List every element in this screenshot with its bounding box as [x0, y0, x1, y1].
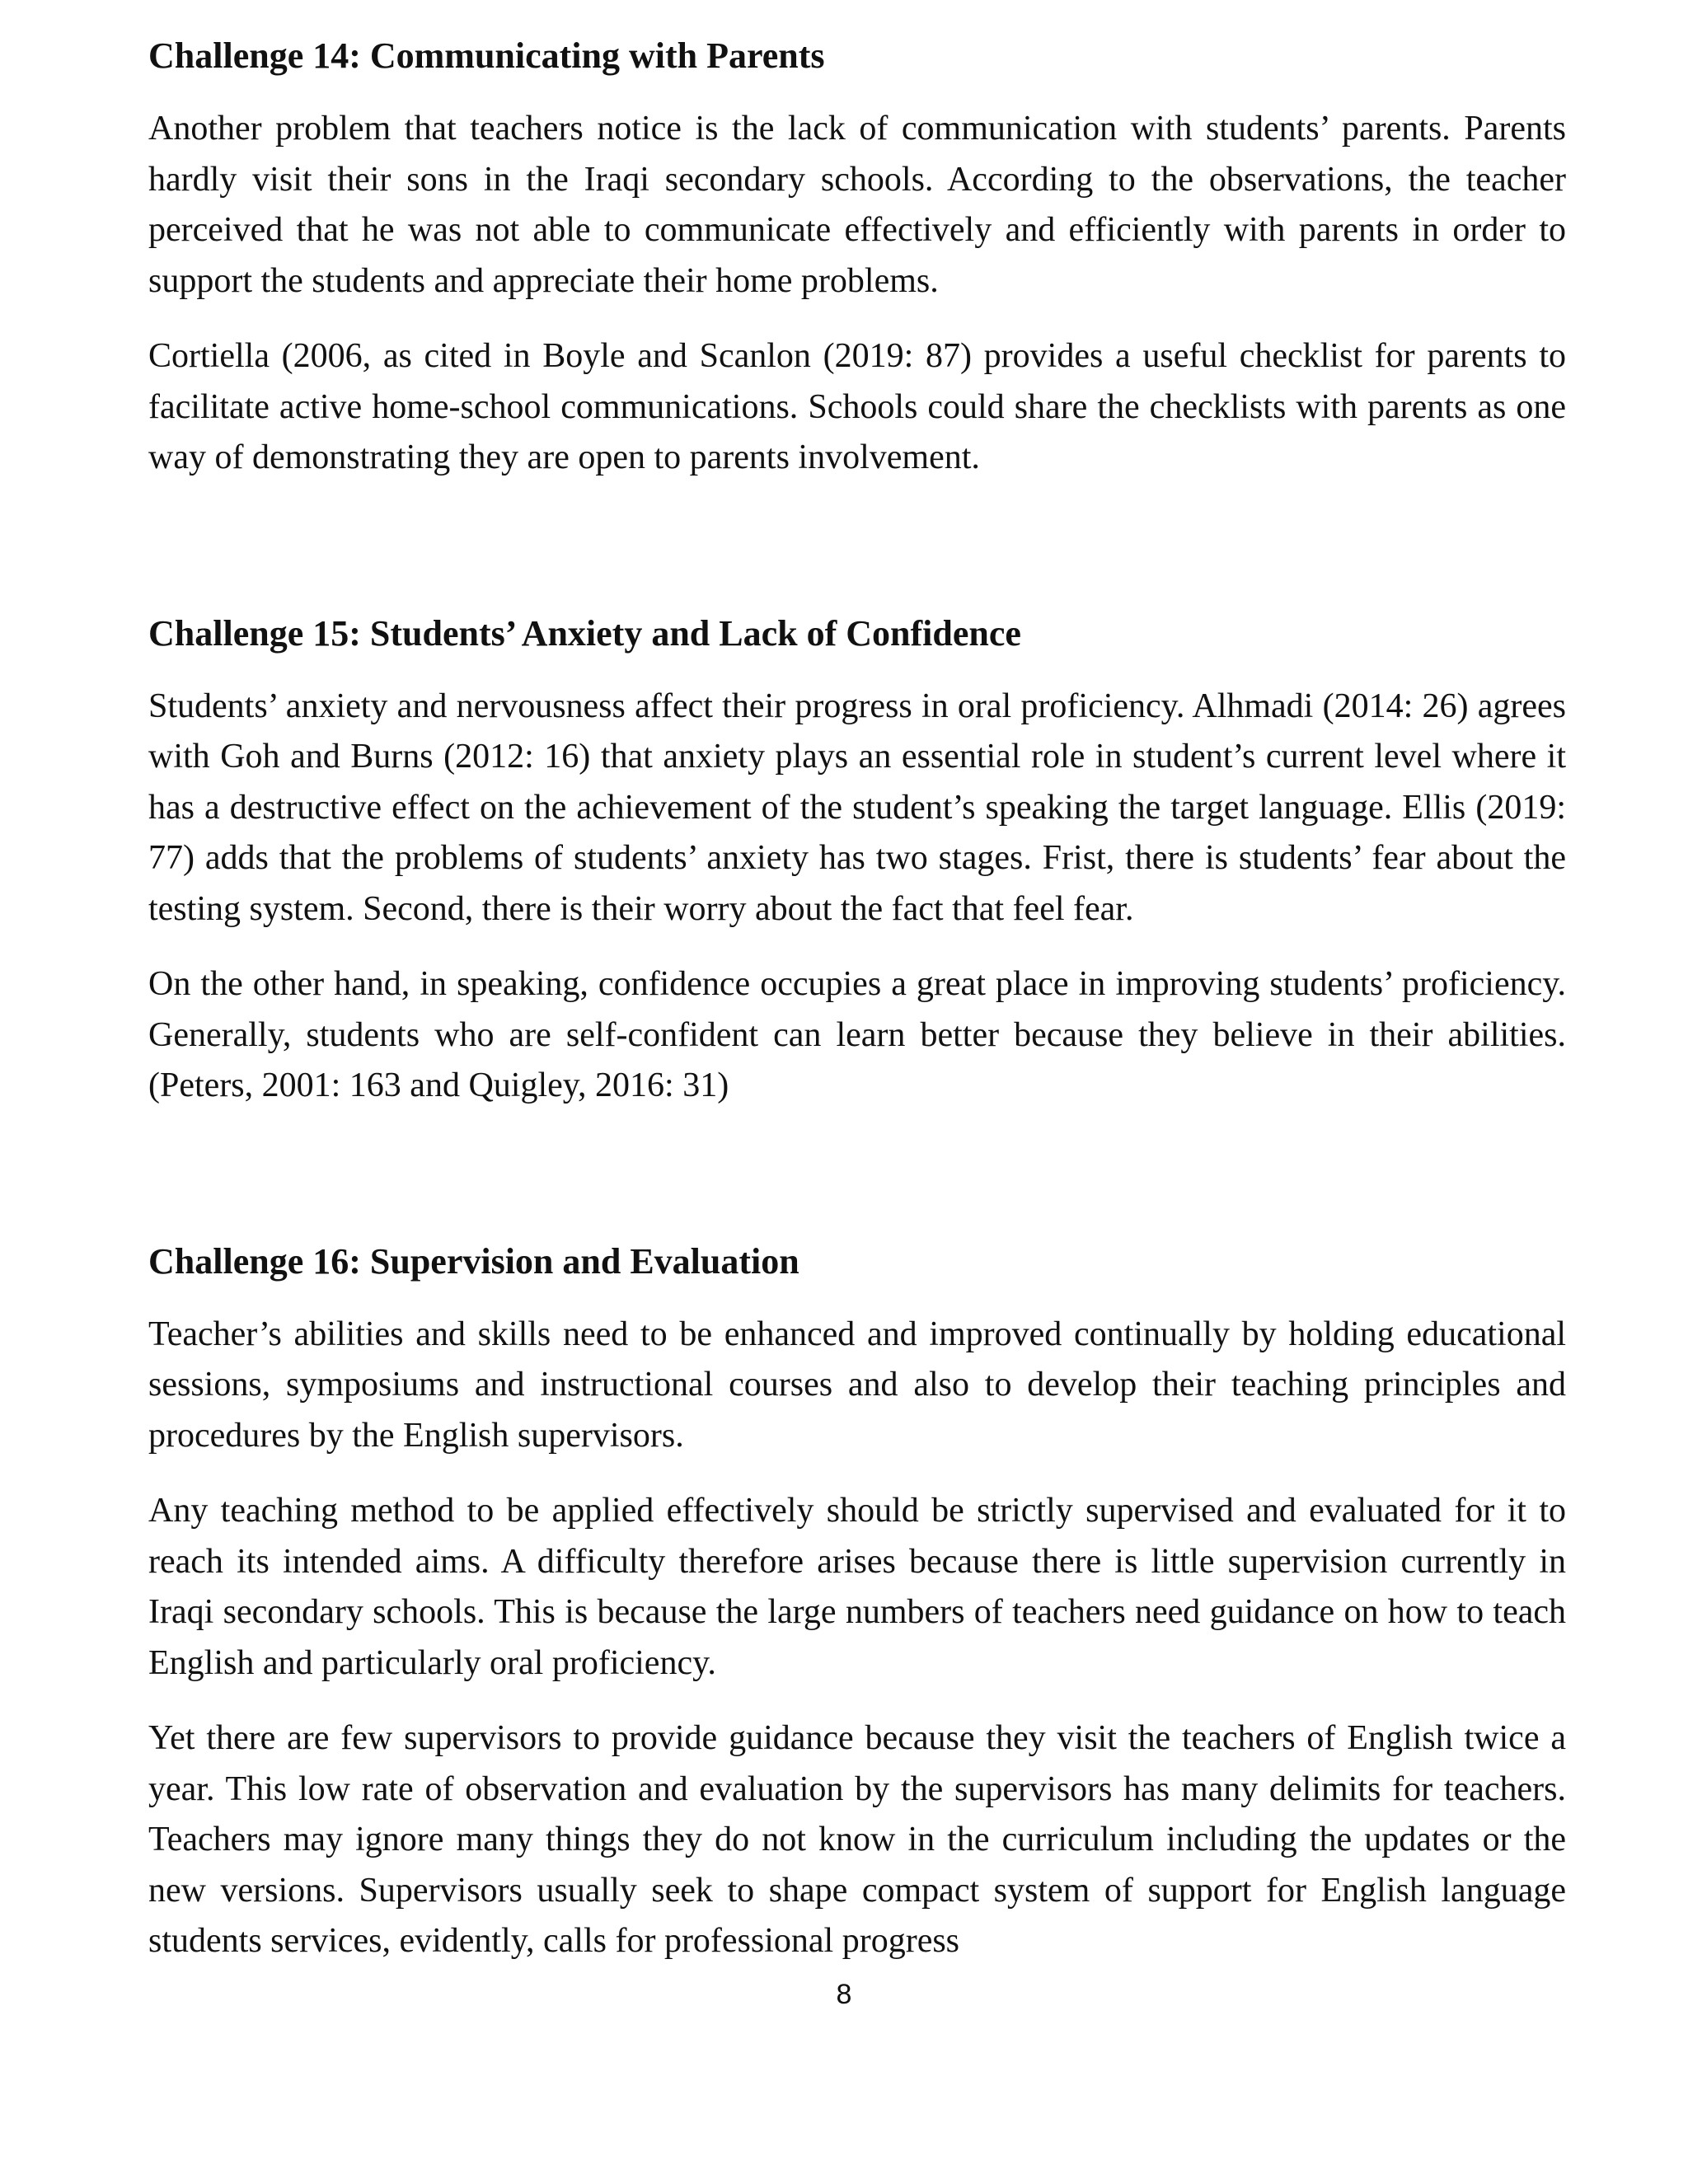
section-heading: Challenge 16: Supervision and Evaluation: [148, 1240, 799, 1282]
paragraph: Students’ anxiety and nervousness affect their progress in oral proficiency. Alhmadi (2014: 26) agrees with Goh and Burns (2012: 16) that anxiety plays an essential role in student’s current level where it has a destructive effect on the achievement of the student’s speaking the target language. Ellis (2019: 77) adds that the problems of students’ anxiety has two stages. Frist, there is students’ fear about the testing system. Second, there is their worry about the fact that feel fear.: [148, 687, 1566, 928]
section-spacer: [148, 1137, 1566, 1237]
section-challenge-15: [148, 609, 1566, 1112]
section-challenge-16: [148, 1237, 1566, 1967]
paragraph: On the other hand, in speaking, confidence occupies a great place in improving students’ proficiency. Generally, students who are self-confident can learn better because they believe in their abilities. (Peters, 2001: 163 and Quigley, 2016: 31): [148, 965, 1566, 1104]
section-heading: Challenge 14: Communicating with Parents: [148, 35, 825, 76]
page-number: 8: [836, 1979, 852, 2010]
paragraph: Cortiella (2006, as cited in Boyle and Scanlon (2019: 87) provides a useful checklist for parents to facilitate active home-school communications. Schools could share the checklists with parents as one way of demonstrating they are open to parents involvement.: [148, 337, 1566, 476]
section-challenge-14: [148, 31, 1566, 484]
document-page: [148, 31, 1566, 1992]
section-heading: Challenge 15: Students’ Anxiety and Lack of Confidence: [148, 612, 1021, 654]
paragraph: Yet there are few supervisors to provide guidance because they visit the teachers of English twice a year. This low rate of observation and evaluation by the supervisors has many delimits for teachers. Teachers may ignore many things they do not know in the curriculum including the updates or the new versions. Supervisors usually seek to shape compact system of support for English language students services, evidently, calls for professional progress: [148, 1719, 1566, 1960]
section-spacer: [148, 509, 1566, 609]
paragraph: Any teaching method to be applied effectively should be strictly supervised and evaluated for it to reach its intended aims. A difficulty therefore arises because there is little supervision currently in Iraqi secondary schools. This is because the large numbers of teachers need guidance on how to teach English and particularly oral proficiency.: [148, 1492, 1566, 1682]
paragraph: Teacher’s abilities and skills need to be enhanced and improved continually by holding educational sessions, symposiums and instructional courses and also to develop their teaching principles and procedures by the English supervisors.: [148, 1315, 1566, 1455]
paragraph: Another problem that teachers notice is the lack of communication with students’ parents. Parents hardly visit their sons in the Iraqi secondary schools. According to the observations, the teacher perceived that he was not able to communicate effectively and efficiently with parents in order to support the students and appreciate their home problems.: [148, 110, 1566, 300]
